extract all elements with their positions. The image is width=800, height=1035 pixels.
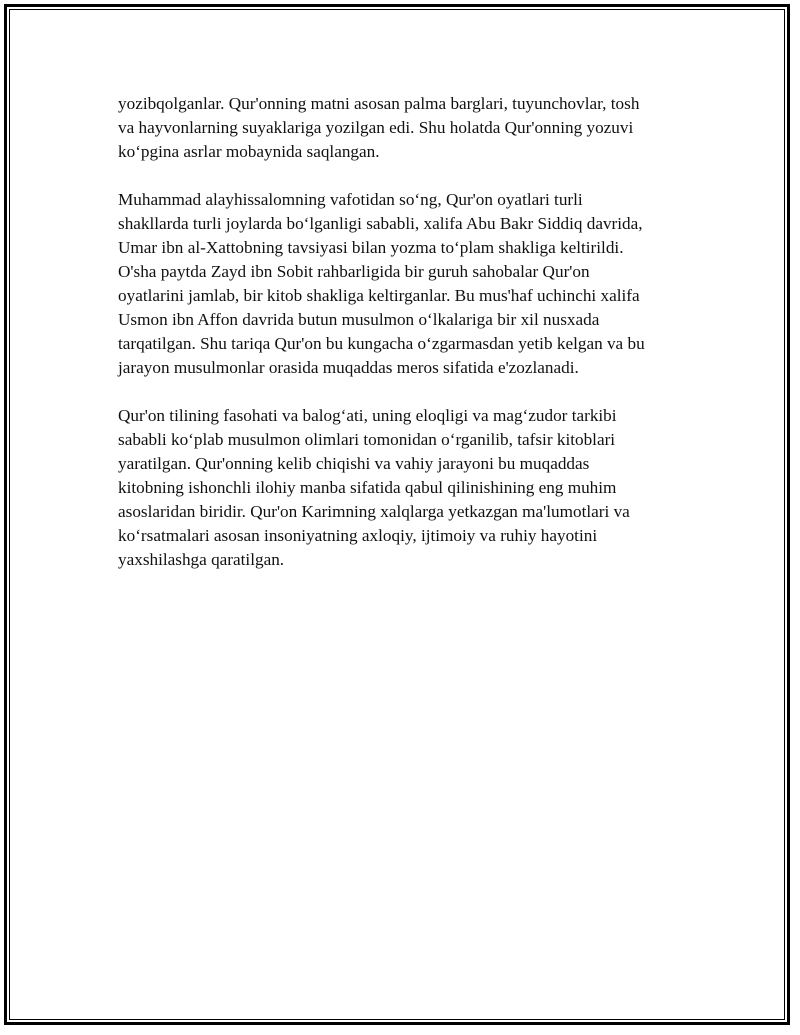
paragraph-2: Muhammad alayhissalomning vafotidan so‘ng, Qur'on oyatlari turli shakllarda turli joylarda bo‘lganligi sababli, xalifa Abu Bakr Siddiq davrida, Umar ibn al-Xattobning tavsiyasi bilan yozma to‘plam shakliga keltirildi. O'sha paytda Zayd ibn Sobit rahbarligida bir guruh sahobalar Qur'on oyatlarini jamlab, bir kitob shakliga keltirganlar. Bu mus'haf uchinchi xalifa Usmon ibn Affon davrida butun musulmon o‘lkalariga bir xil nusxada tarqatilgan. Shu tariqa Qur'on bu kungacha o‘zgarmasdan yetib kelgan va bu jarayon musulmonlar orasida muqaddas meros sifatida e'zozlanadi. <box>118 190 645 377</box>
document-body <box>118 92 698 596</box>
paragraph-3: Qur'on tilining fasohati va balog‘ati, uning eloqligi va mag‘zudor tarkibi sababli ko‘plab musulmon olimlari tomonidan o‘rganilib, tafsir kitoblari yaratilgan. Qur'onning kelib chiqishi va vahiy jarayoni bu muqaddas kitobning ishonchli ilohiy manba sifatida qabul qilinishining eng muhim asoslaridan biridir. Qur'on Karimning xalqlarga yetkazgan ma'lumotlari va ko‘rsatmalari asosan insoniyatning axloqiy, ijtimoiy va ruhiy hayotini yaxshilashga qaratilgan. <box>118 406 630 569</box>
paragraph-1: yozibqolganlar. Qur'onning matni asosan palma barglari, tuyunchovlar, tosh va hayvonlarning suyaklariga yozilgan edi. Shu holatda Qur'onning yozuvi ko‘pgina asrlar mobaynida saqlangan. <box>118 94 640 161</box>
